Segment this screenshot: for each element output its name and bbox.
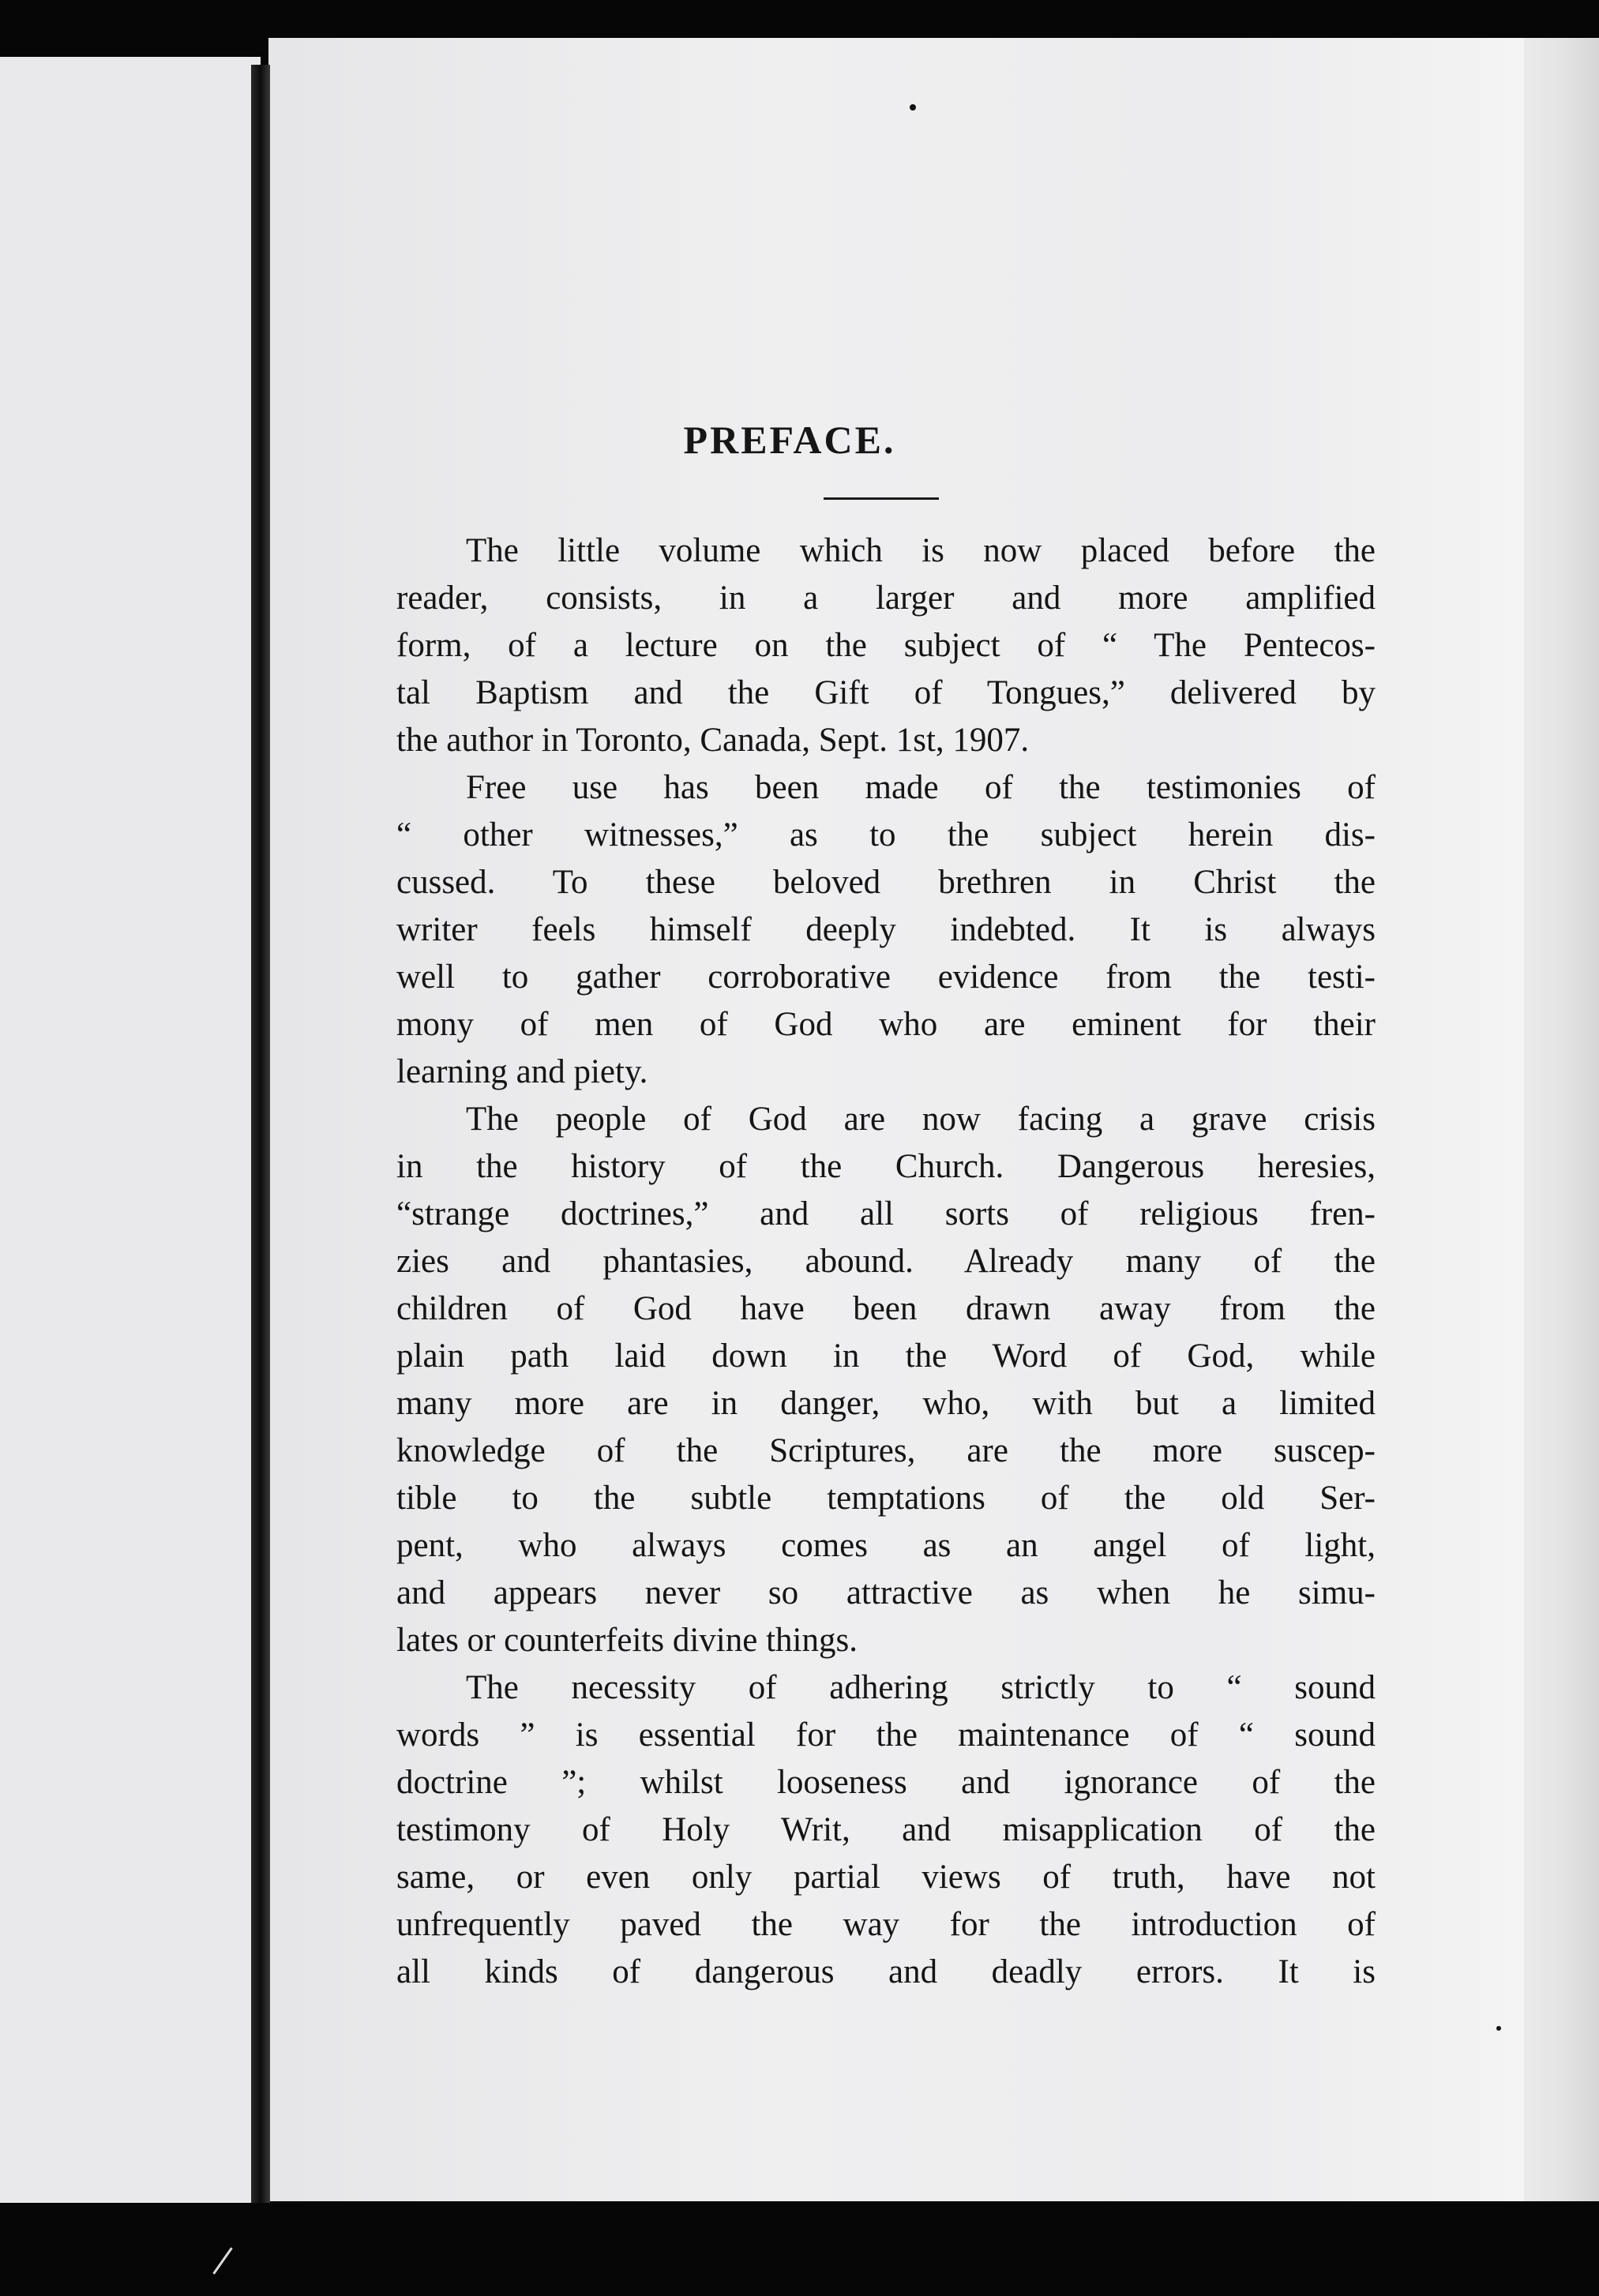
text-line: the author in Toronto, Canada, Sept. 1st, 1907. bbox=[396, 722, 1030, 759]
page-edge-shading bbox=[1524, 38, 1599, 2201]
text-line: writer feels himself deeply indebted. It is always bbox=[396, 911, 1376, 948]
text-line: tible to the subtle temptations of the old Ser- bbox=[396, 1480, 1376, 1517]
text-line: all kinds of dangerous and deadly errors. It is bbox=[396, 1953, 1376, 1990]
text-line: doctrine ”; whilst looseness and ignorance of the bbox=[396, 1764, 1376, 1801]
page-title: PREFACE. bbox=[683, 418, 896, 462]
text-line: knowledge of the Scriptures, are the more suscep- bbox=[396, 1432, 1376, 1469]
text-line: children of God have been drawn away from the bbox=[396, 1290, 1376, 1327]
text-line: testimony of Holy Writ, and misapplication of the bbox=[396, 1811, 1376, 1848]
paragraph bbox=[396, 1664, 1376, 1996]
text-line: tal Baptism and the Gift of Tongues,” delivered by bbox=[396, 674, 1376, 711]
text-line: lates or counterfeits divine things. bbox=[396, 1622, 858, 1659]
text-line: The little volume which is now placed before the bbox=[466, 532, 1376, 569]
text-line: words ” is essential for the maintenance of “ sound bbox=[396, 1716, 1376, 1754]
text-line: well to gather corroborative evidence from the testi- bbox=[396, 959, 1376, 996]
text-line: “ other witnesses,” as to the subject herein dis- bbox=[396, 816, 1376, 853]
paragraph bbox=[396, 527, 1376, 764]
text-line: many more are in danger, who, with but a limited bbox=[396, 1385, 1376, 1422]
paragraph bbox=[396, 1096, 1376, 1664]
preface-body bbox=[396, 527, 1376, 1996]
left-page-edge bbox=[0, 57, 261, 2236]
text-line: The people of God are now facing a grave crisis bbox=[466, 1101, 1376, 1138]
book-gutter bbox=[251, 65, 270, 2228]
text-line: Free use has been made of the testimonies of bbox=[466, 769, 1376, 806]
text-line: pent, who always comes as an angel of light, bbox=[396, 1527, 1376, 1564]
text-line: cussed. To these beloved brethren in Christ the bbox=[396, 864, 1376, 901]
title-divider bbox=[824, 497, 939, 500]
text-line: zies and phantasies, abound. Already many of the bbox=[396, 1243, 1376, 1280]
text-line: plain path laid down in the Word of God, while bbox=[396, 1337, 1376, 1375]
text-line: mony of men of God who are eminent for their bbox=[396, 1006, 1376, 1043]
text-line: in the history of the Church. Dangerous heresies, bbox=[396, 1148, 1376, 1185]
text-line: The necessity of adhering strictly to “ sound bbox=[466, 1669, 1376, 1706]
scan-bottom-border bbox=[0, 2203, 1599, 2296]
ink-speck bbox=[910, 104, 916, 111]
text-line: reader, consists, in a larger and more amplified bbox=[396, 580, 1376, 617]
text-line: “strange doctrines,” and all sorts of religious fren- bbox=[396, 1195, 1376, 1232]
paragraph bbox=[396, 764, 1376, 1096]
text-line: form, of a lecture on the subject of “ The Pentecos- bbox=[396, 627, 1376, 664]
text-line: learning and piety. bbox=[396, 1053, 648, 1090]
ink-speck bbox=[1496, 2026, 1501, 2031]
text-line: same, or even only partial views of truth, have not bbox=[396, 1859, 1376, 1896]
text-line: unfrequently paved the way for the introduction of bbox=[396, 1906, 1376, 1943]
text-line: and appears never so attractive as when he simu- bbox=[396, 1574, 1376, 1611]
